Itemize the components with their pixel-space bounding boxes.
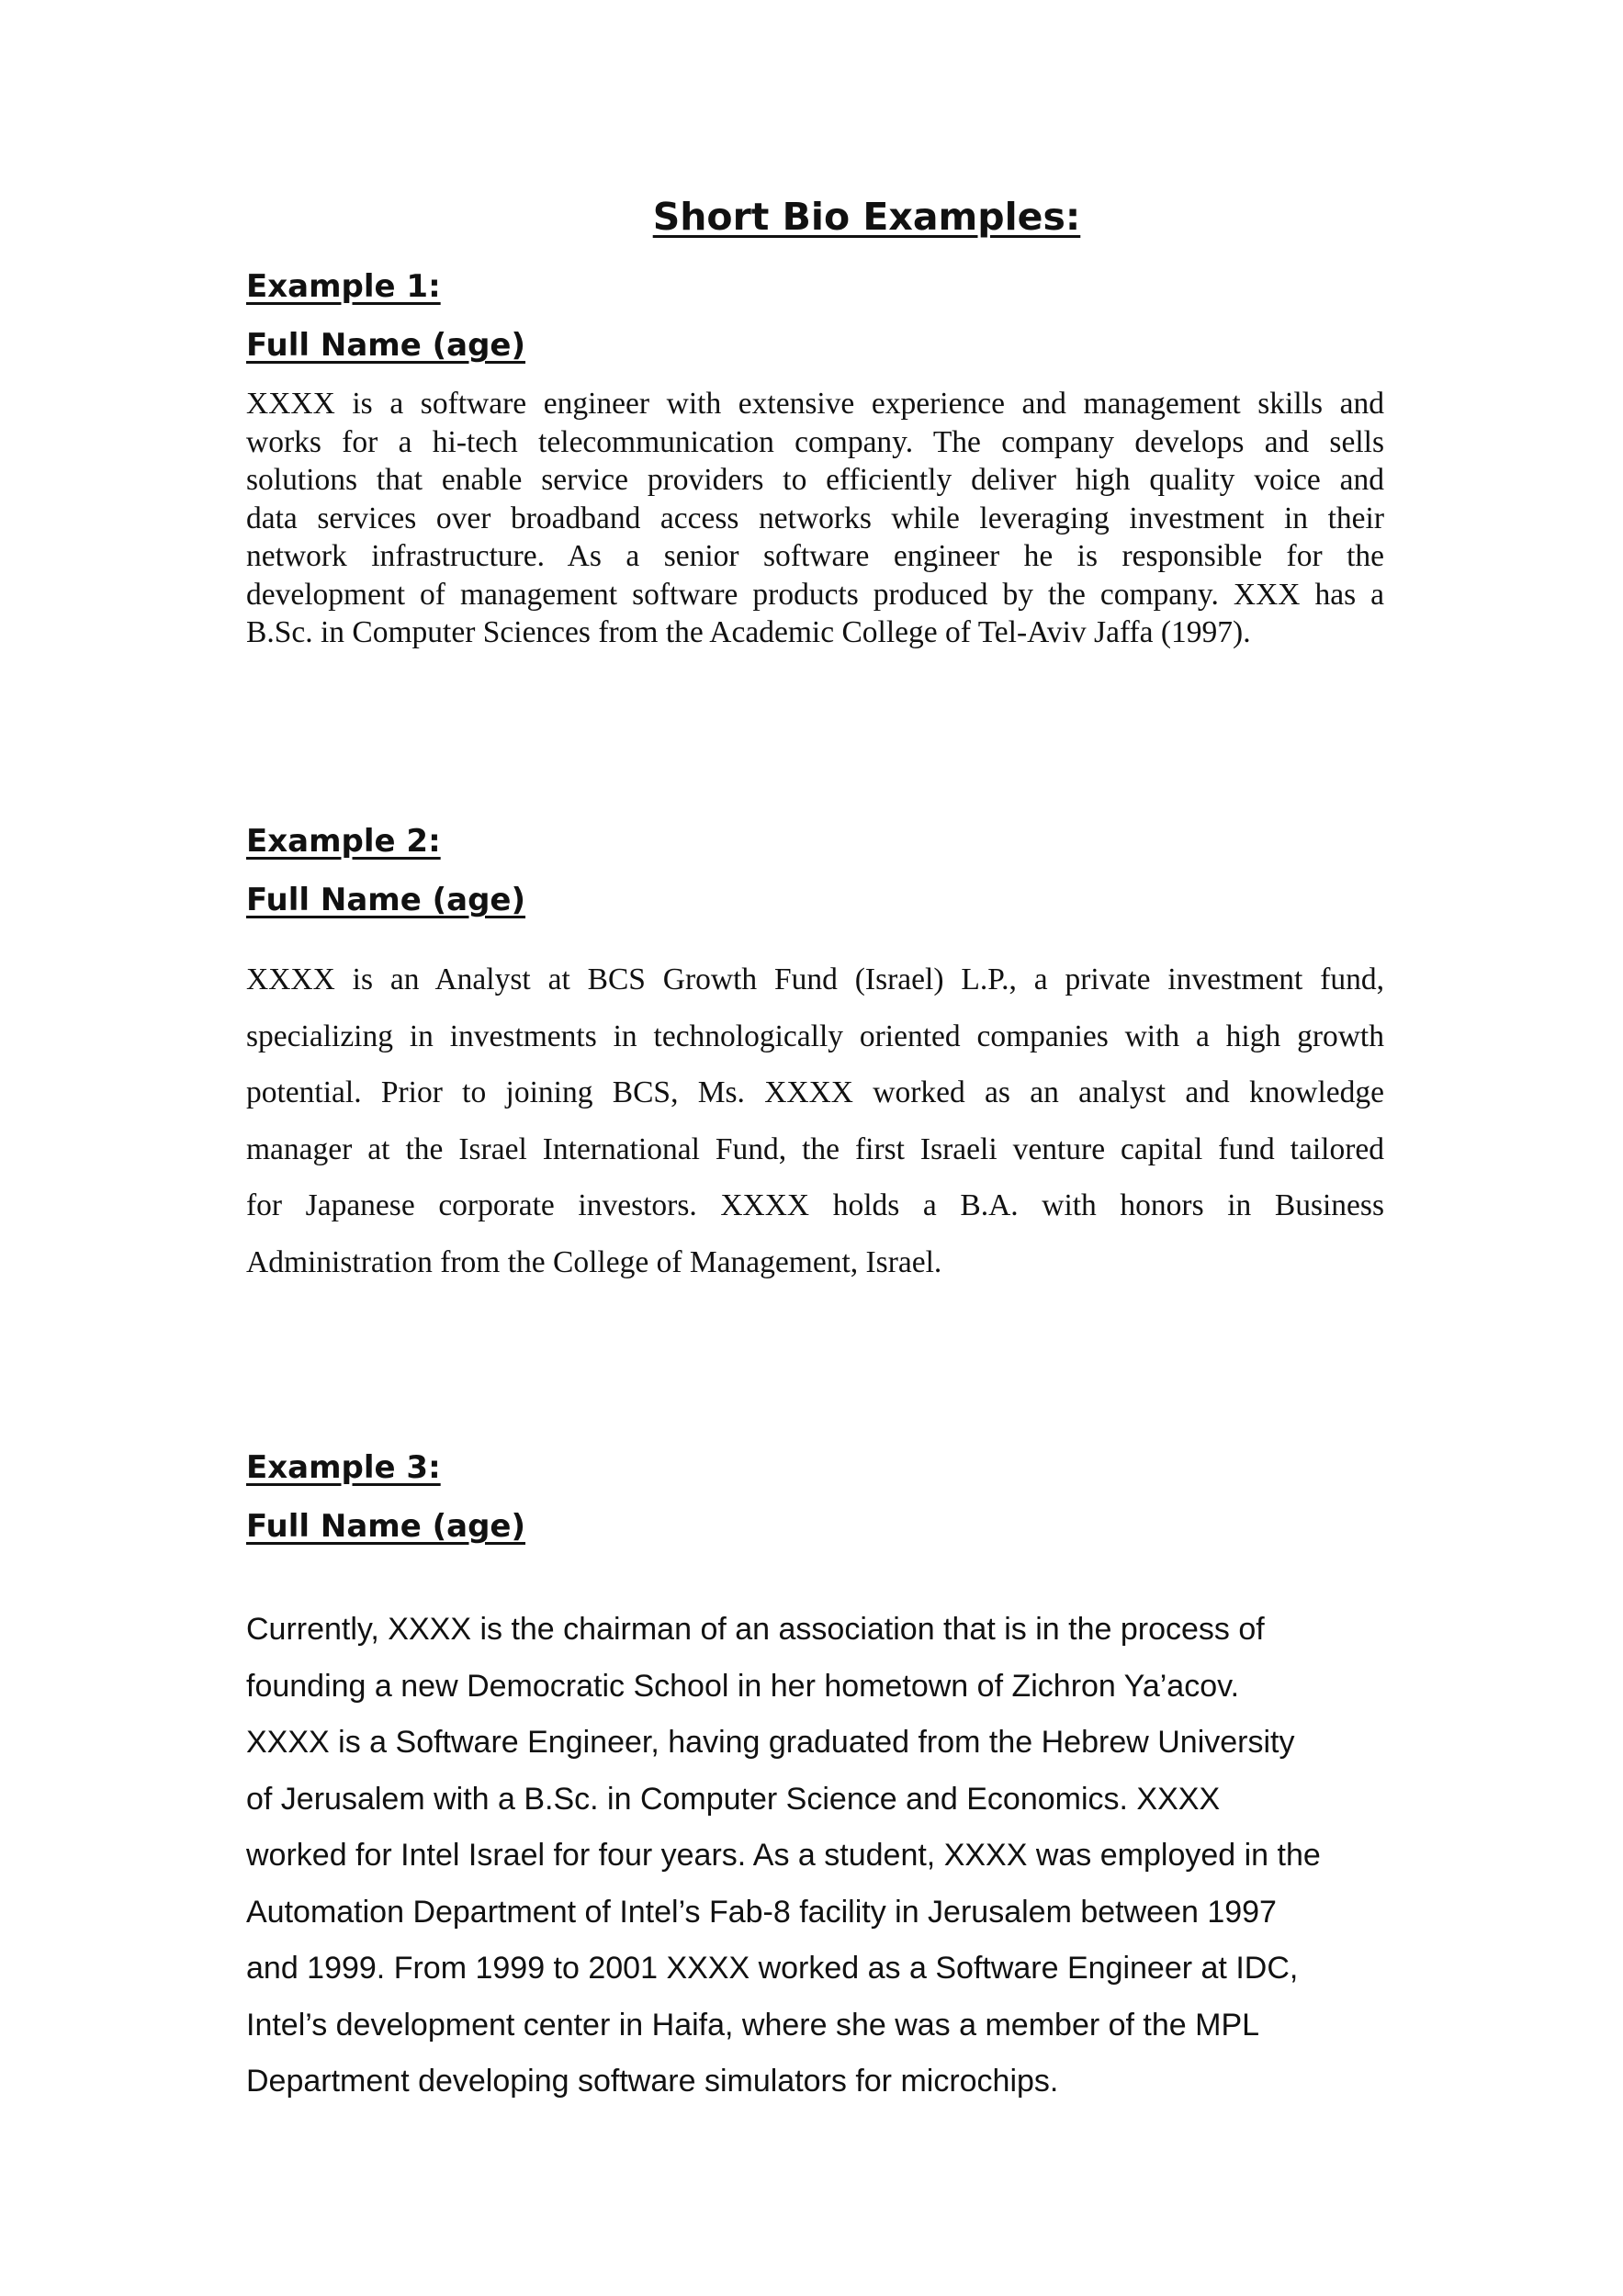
example-2-bio-line: XXXX is an Analyst at BCS Growth Fund (Israel) L.P., a private investment fund,: [246, 962, 1384, 996]
example-1-bio-line: network infrastructure. As a senior software engineer he is responsible for the: [246, 539, 1384, 573]
example-3-label: Example 3:: [246, 1449, 441, 1486]
example-3-bio-line: XXXX is a Software Engineer, having graduated from the Hebrew University: [246, 1725, 1295, 1760]
example-3-bio-line: and 1999. From 1999 to 2001 XXXX worked as a Software Engineer at IDC,: [246, 1951, 1299, 1986]
example-3-bio-line: of Jerusalem with a B.Sc. in Computer Science and Economics. XXXX: [246, 1781, 1221, 1817]
example-1-bio: [246, 385, 1384, 652]
example-2-bio-line: for Japanese corporate investors. XXXX holds a B.A. with honors in Business: [246, 1188, 1384, 1222]
example-2-bio-line: potential. Prior to joining BCS, Ms. XXXX worked as an analyst and knowledge: [246, 1075, 1384, 1109]
example-1-bio-line: B.Sc. in Computer Sciences from the Academic College of Tel-Aviv Jaffa (1997).: [246, 615, 1251, 649]
example-3-bio-line: Department developing software simulators for microchips.: [246, 2064, 1059, 2099]
example-1-bio-line: works for a hi-tech telecommunication company. The company develops and sells: [246, 424, 1384, 459]
example-2-bio-line: Administration from the College of Management, Israel.: [246, 1244, 942, 1279]
example-2-label: Example 2:: [246, 823, 441, 860]
example-3-bio-line: Intel’s development center in Haifa, where she was a member of the MPL: [246, 2007, 1260, 2043]
example-2-bio-line: manager at the Israel International Fund, the first Israeli venture capital fund tailored: [246, 1131, 1384, 1166]
example-1-bio-line: XXXX is a software engineer with extensive experience and management skills and: [246, 387, 1384, 421]
example-2-bio-line: specializing in investments in technologically oriented companies with a high growth: [246, 1019, 1384, 1053]
example-1-name: Full Name (age): [246, 327, 526, 364]
example-2-bio: [246, 951, 1384, 1290]
example-1-bio-line: development of management software products produced by the company. XXX has a: [246, 577, 1384, 612]
example-3-bio-line: Automation Department of Intel’s Fab-8 facility in Jerusalem between 1997: [246, 1894, 1277, 1930]
example-2-name: Full Name (age): [246, 882, 526, 918]
example-1-bio-line: data services over broadband access networks while leveraging investment in their: [246, 501, 1384, 535]
example-1-bio-line: solutions that enable service providers to efficiently deliver high quality voice and: [246, 463, 1384, 497]
page-title: Short Bio Examples:: [652, 195, 1081, 239]
example-3-bio-line: founding a new Democratic School in her hometown of Zichron Ya’acov.: [246, 1668, 1240, 1704]
example-1-label: Example 1:: [246, 268, 441, 305]
example-3-name: Full Name (age): [246, 1508, 526, 1545]
example-3-bio: [246, 1602, 1403, 2110]
example-3-bio-line: worked for Intel Israel for four years. As a student, XXXX was employed in the: [246, 1838, 1321, 1873]
example-3-bio-line: Currently, XXXX is the chairman of an association that is in the process of: [246, 1612, 1265, 1647]
